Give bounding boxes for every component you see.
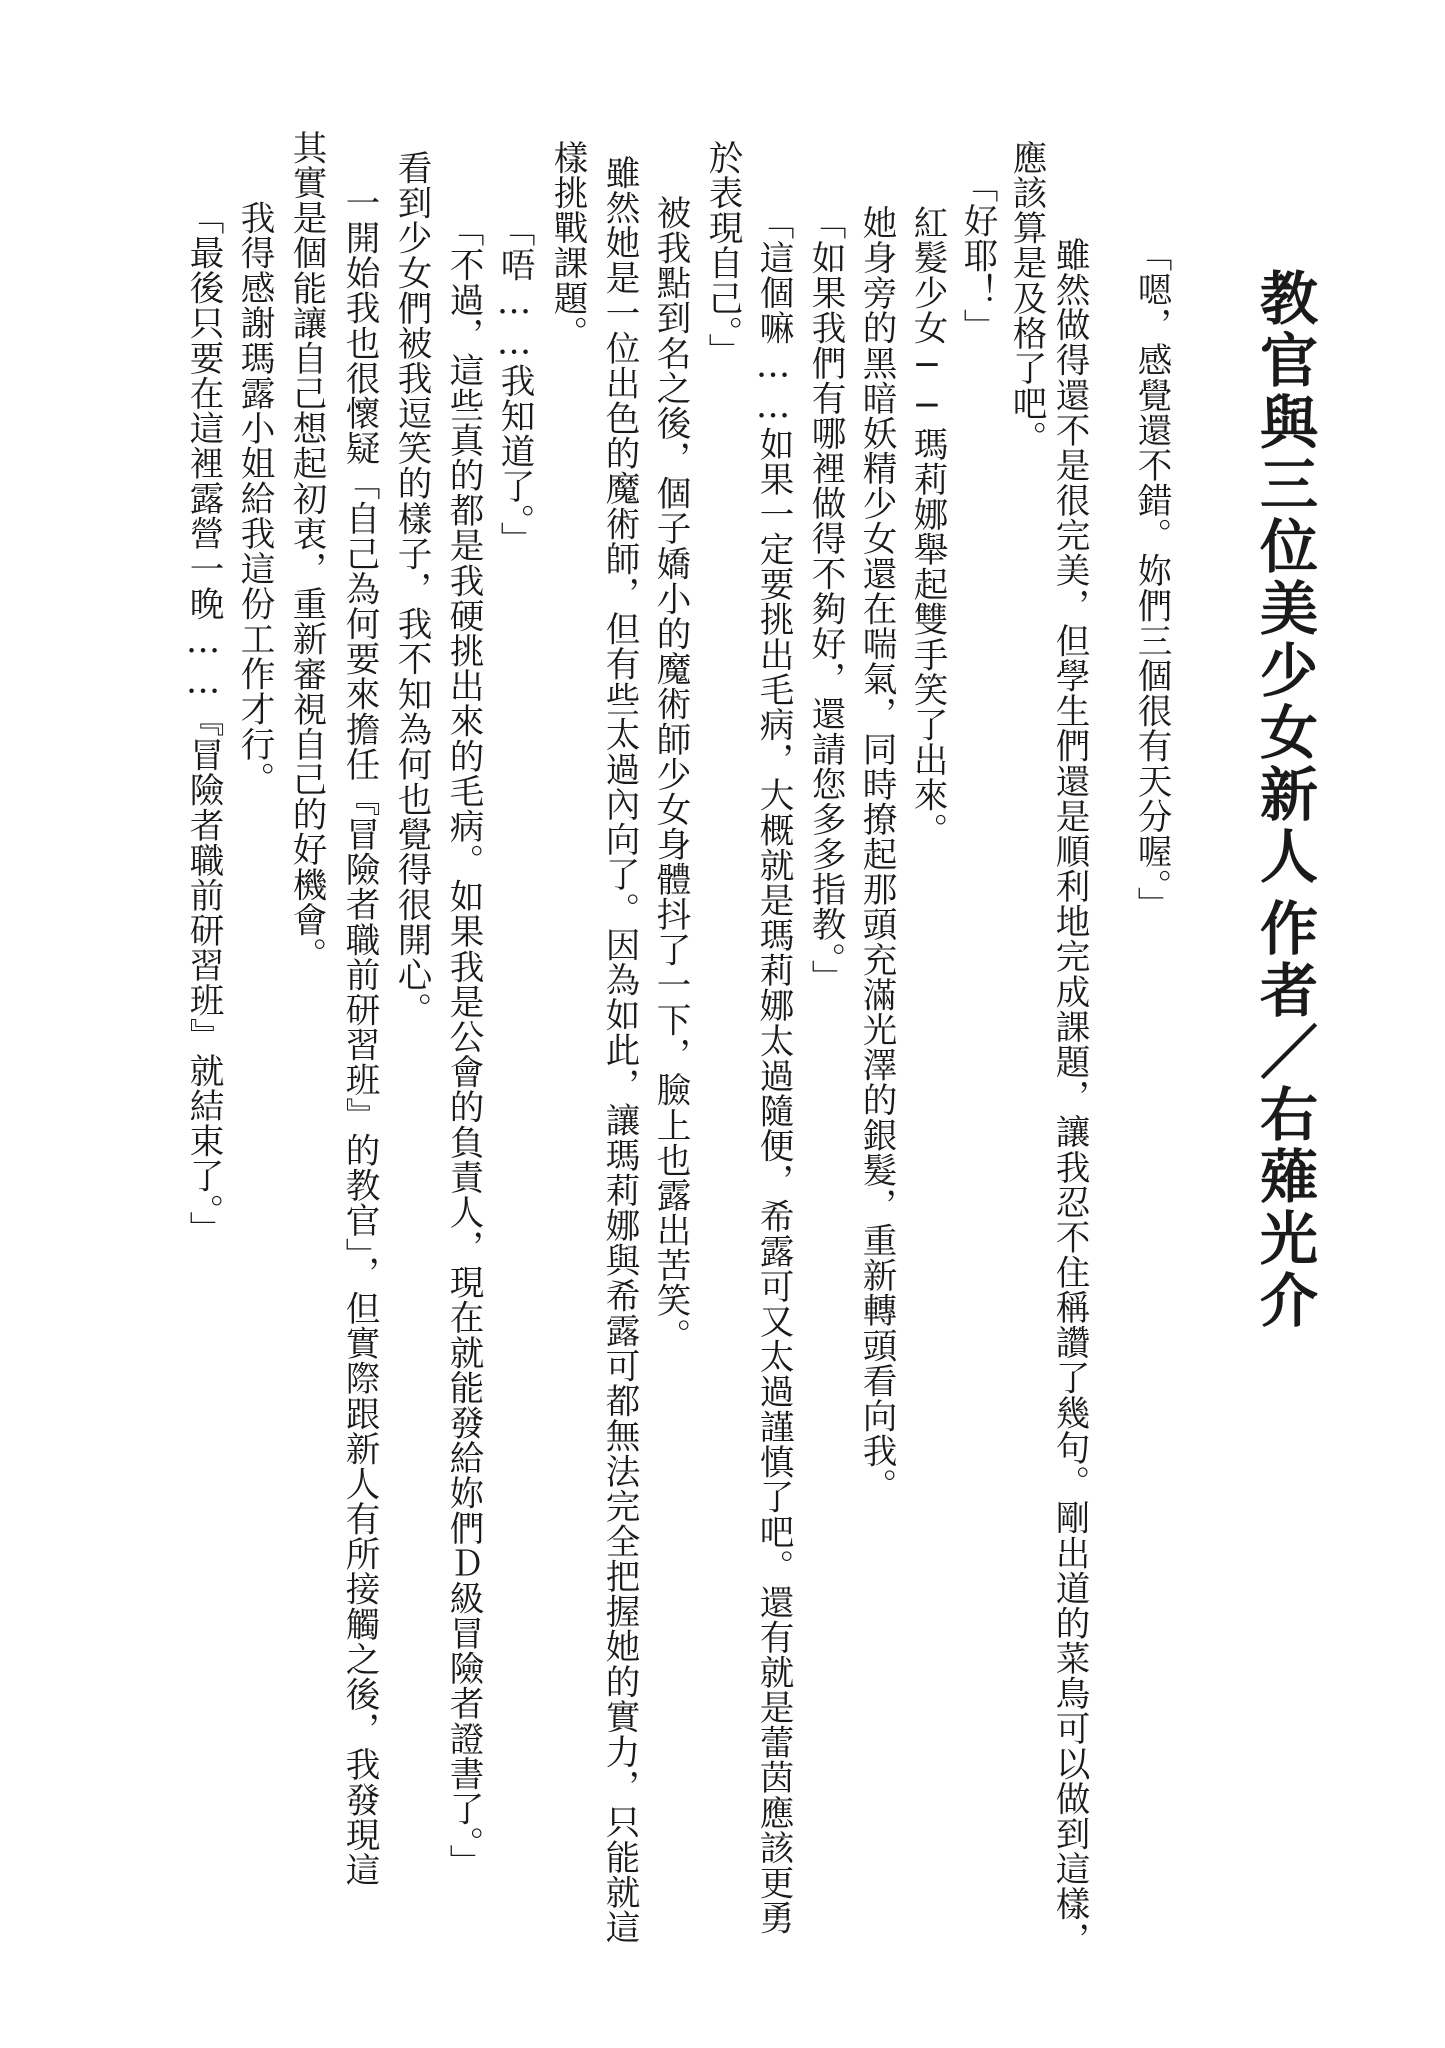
text-line-6: 她身旁的黑暗妖精少女還在喘氣，同時撩起那頭充滿光澤的銀髮，重新轉頭看向我。 [856, 205, 896, 1504]
text-line-2: 雖然做得還不是很完美，但學生們還是順利地完成課題，讓我忍不住稱讚了幾句。剛出道的菜鳥可以做到這樣， [1049, 237, 1089, 1957]
text-line-12: 樣挑戰課題。 [547, 140, 587, 351]
text-line-7: 「如果我們有哪裡做得不夠好，還請您多多指教。」 [805, 205, 845, 995]
text-line-8: 「這個嘛……如果一定要挑出毛病，大概就是瑪莉娜太過隨便，希露可又太過謹慎了吧。還有就是蕾茵應該更勇 [753, 205, 793, 1936]
text-line-3: 應該算是及格了吧。 [1006, 140, 1046, 456]
text-line-13: 「唔……我知道了。」 [494, 212, 534, 557]
text-line-16: 一開始我也很懷疑「自己為何要來擔任『冒險者職前研習班』的教官」，但實際跟新人有所接觸之後，我發現這 [339, 185, 379, 1888]
text-line-9: 於表現自己。」 [702, 140, 742, 369]
text-line-1: 「嗯，感覺還不錯。妳們三個很有天分喔。」 [1131, 237, 1171, 922]
text-line-14: 「不過，這些真的都是我硬挑出來的毛病。如果我是公會的負責人，現在就能發給妳們Ｄ級冒險者證書了。」 [443, 212, 483, 1880]
text-line-19: 「最後只要在這裡露營一晚……『冒險者職前研習班』就結束了。」 [183, 200, 223, 1247]
text-line-4: 「好耶！」 [957, 168, 997, 344]
text-line-11: 雖然她是一位出色的魔術師，但有些太過內向了。因為如此，讓瑪莉娜與希露可都無法完全把握她的實力，只能就這 [599, 155, 639, 1945]
text-line-17: 其實是個能讓自己想起初衷，重新審視自己的好機會。 [286, 130, 326, 973]
chapter-title: 教官與三位美少女新人 [1250, 268, 1318, 888]
text-line-15: 看到少女們被我逗笑的樣子，我不知為何也覺得很開心。 [391, 150, 431, 1028]
text-line-5: 紅髮少女──瑪莉娜舉起雙手笑了出來。 [907, 205, 947, 848]
author-credit: 作者／右薙光介 [1250, 898, 1318, 1332]
text-line-18: 我得感謝瑪露小姐給我這份工作才行。 [234, 200, 274, 797]
text-line-10: 被我點到名之後，個子嬌小的魔術師少女身體抖了一下，臉上也露出苦笑。 [650, 195, 690, 1353]
